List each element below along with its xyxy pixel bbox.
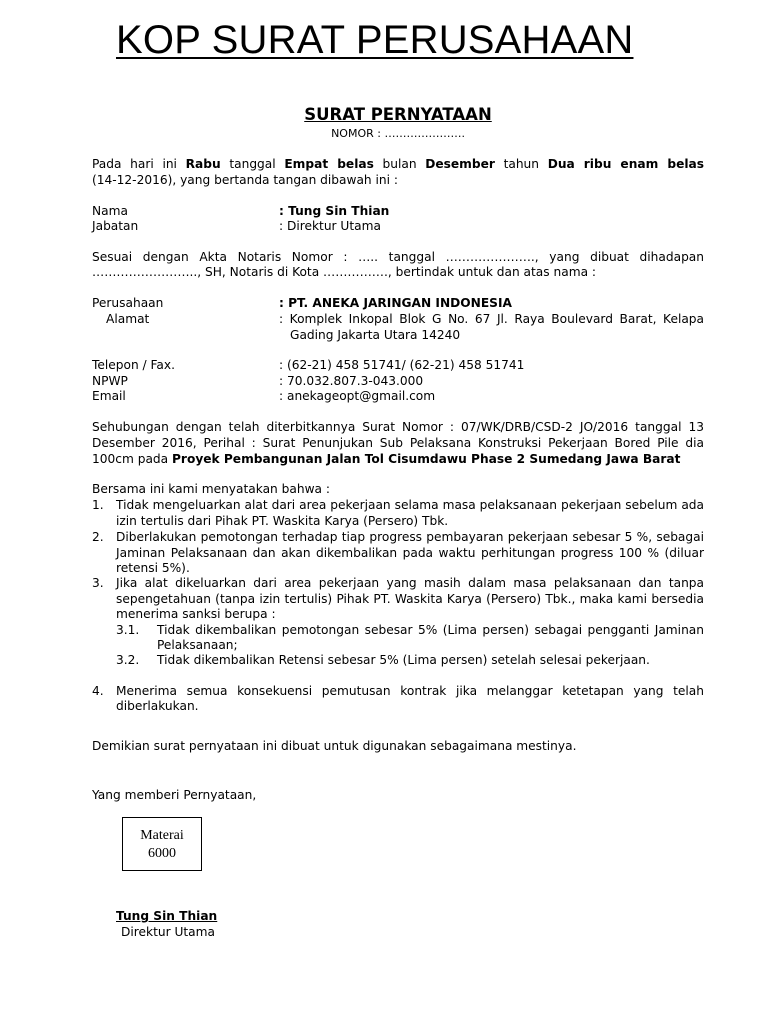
phone-label: Telepon / Fax.: [92, 358, 175, 372]
subitem-3-2-number: 3.2.: [116, 653, 140, 667]
reference-line-2: Desember 2016, Perihal : Surat Penunjukan Sub Pelaksana Konstruksi Pekerjaan Bored Pile dia: [92, 436, 704, 450]
position-value: : Direktur Utama: [279, 219, 381, 233]
npwp-label: NPWP: [92, 374, 128, 388]
phone-value: : (62-21) 458 51741/ (62-21) 458 51741: [279, 358, 525, 372]
document-title: SURAT PERNYATAAN: [304, 105, 492, 124]
item-1-number: 1.: [92, 498, 104, 512]
notary-line-1: Sesuai dengan Akta Notaris Nomor : ….. tanggal …………………., yang dibuat dihadapan: [92, 250, 704, 264]
item-1-line-2: izin tertulis dari Pihak PT. Waskita Karya (Persero) Tbk.: [116, 514, 449, 528]
signature-name: Tung Sin Thian: [116, 909, 218, 923]
item-3-line-2: sepengetahuan (tanpa izin tertulis) Pihak PT. Waskita Karya (Persero) Tbk., maka kami bersedia: [116, 592, 704, 606]
subitem-3-1-line-1: Tidak dikembalikan pemotongan sebesar 5% (Lima persen) sebagai pengganti Jaminan: [157, 623, 704, 637]
name-label: Nama: [92, 204, 128, 218]
item-3-number: 3.: [92, 576, 104, 590]
name-value: : Tung Sin Thian: [279, 204, 390, 218]
npwp-value: : 70.032.807.3-043.000: [279, 374, 424, 388]
year-words: Dua ribu enam belas: [547, 157, 704, 171]
stamp-line-2: 6000: [148, 846, 176, 861]
company-label: Perusahaan: [92, 296, 164, 310]
item-4-line-2: diberlakukan.: [116, 699, 199, 713]
opening-line-1: Pada hari ini Rabu tanggal Empat belas bulan Desember tahun Dua ribu enam belas: [92, 157, 704, 171]
stamp-box: [122, 817, 202, 871]
reference-line-3: 100cm pada Proyek Pembangunan Jalan Tol Cisumdawu Phase 2 Sumedang Jawa Barat: [92, 452, 681, 466]
closing-sentence: Demikian surat pernyataan ini dibuat untuk digunakan sebagaimana mestinya.: [92, 739, 577, 753]
document-number: NOMOR : ………………….: [331, 127, 465, 140]
item-2-line-2: Jaminan Pelaksanaan dan akan dikembalikan pada waktu perhitungan progress 100 % (diluar: [116, 546, 704, 560]
reference-line-1: Sehubungan dengan telah diterbitkannya Surat Nomor : 07/WK/DRB/CSD-2 JO/2016 tanggal 13: [92, 420, 704, 434]
statement-intro: Bersama ini kami menyatakan bahwa :: [92, 482, 330, 496]
item-3-line-1: Jika alat dikeluarkan dari area pekerjaan yang masih dalam masa pelaksanaan dan tanpa: [116, 576, 704, 590]
email-label: Email: [92, 389, 126, 403]
company-value: : PT. ANEKA JARINGAN INDONESIA: [279, 296, 512, 310]
opening-line-2: (14-12-2016), yang bertanda tangan dibawah ini :: [92, 173, 399, 187]
subitem-3-1-number: 3.1.: [116, 623, 140, 637]
address-label: Alamat: [106, 312, 150, 326]
item-2-number: 2.: [92, 530, 104, 544]
address-line-2: Gading Jakarta Utara 14240: [290, 328, 461, 342]
letterhead: KOP SURAT PERUSAHAAN: [116, 18, 634, 62]
item-3-line-3: menerima sanksi berupa :: [116, 607, 276, 621]
signoff: Yang memberi Pernyataan,: [92, 788, 257, 802]
subitem-3-2-line-1: Tidak dikembalikan Retensi sebesar 5% (Lima persen) setelah selesai pekerjaan.: [157, 653, 650, 667]
signature-title: Direktur Utama: [121, 925, 215, 939]
address-line-1: : Komplek Inkopal Blok G No. 67 Jl. Raya Boulevard Barat, Kelapa: [279, 312, 704, 326]
position-label: Jabatan: [92, 219, 139, 233]
item-4-number: 4.: [92, 684, 104, 698]
item-2-line-3: retensi 5%).: [116, 561, 190, 575]
project-name: Proyek Pembangunan Jalan Tol Cisumdawu Phase 2 Sumedang Jawa Barat: [172, 452, 681, 466]
notary-line-2: …………………….., SH, Notaris di Kota ……………., bertindak untuk dan atas nama :: [92, 265, 597, 279]
item-4-line-1: Menerima semua konsekuensi pemutusan kontrak jika melanggar ketetapan yang telah: [116, 684, 704, 698]
email-value: : anekageopt@gmail.com: [279, 389, 436, 403]
item-1-line-1: Tidak mengeluarkan alat dari area pekerjaan selama masa pelaksanaan pekerjaan sebelum ada: [116, 498, 704, 512]
date-words: Empat belas: [284, 157, 374, 171]
day: Rabu: [185, 157, 221, 171]
stamp-line-1: Materai: [140, 828, 184, 843]
month: Desember: [425, 157, 495, 171]
subitem-3-1-line-2: Pelaksanaan;: [157, 638, 238, 652]
item-2-line-1: Diberlakukan pemotongan terhadap tiap progress pembayaran pekerjaan sebesar 5 %, sebagai: [116, 530, 704, 544]
